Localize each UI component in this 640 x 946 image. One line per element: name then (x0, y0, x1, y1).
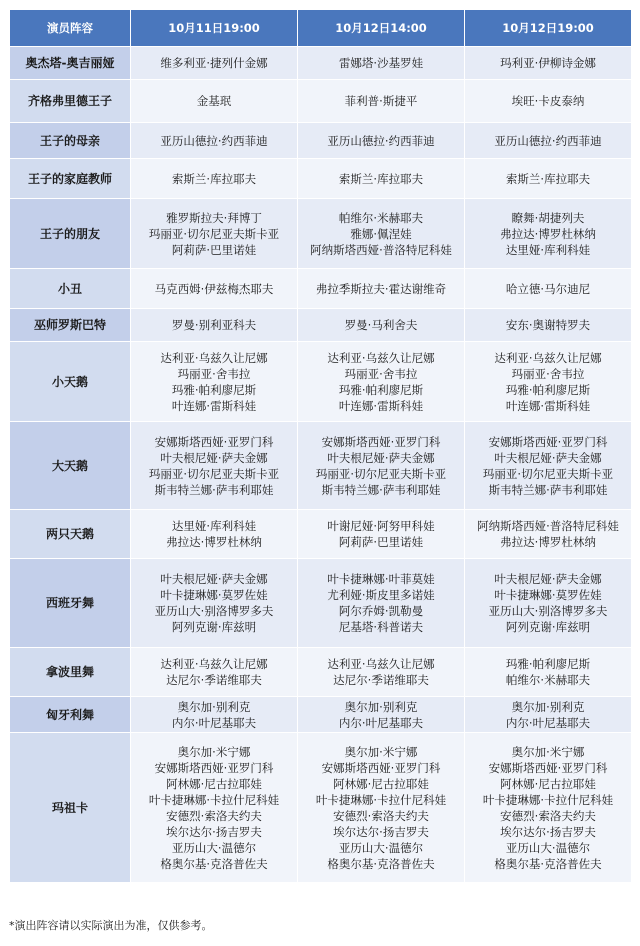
performer-name: 亚历山大·温德尔 (338, 840, 424, 855)
role-cell: 匈牙利舞 (10, 697, 131, 733)
cast-cell (465, 733, 632, 883)
cast-cell (298, 342, 465, 422)
table-row (10, 47, 632, 80)
performer-name: 叶连娜·雷斯科娃 (171, 398, 257, 413)
performer-name: 索斯兰·库拉耶夫 (505, 171, 591, 186)
performer-name: 金基珉 (196, 94, 232, 108)
cast-cell (131, 510, 298, 559)
performer-name: 安德烈·索洛夫约夫 (333, 808, 429, 823)
performer-name: 阿莉萨·巴里诺娃 (338, 535, 424, 549)
performer-name: 达里娅·库利科娃 (171, 519, 257, 533)
cast-cell (131, 309, 298, 342)
performer-name: 格奥尔基·克洛普佐夫 (494, 856, 602, 871)
performer-name: 达利亚·乌兹久让尼娜 (327, 657, 435, 671)
cast-cell (298, 309, 465, 342)
performer-name: 叶夫根尼娅·萨夫金娜 (327, 450, 435, 465)
role-cell: 小天鹅 (10, 342, 131, 422)
performer-name: 玛丽亚·切尔尼亚夫斯卡亚 (315, 466, 447, 481)
performer-name: 安娜斯塔西娅·亚罗门科 (321, 434, 441, 449)
performer-name: 索斯兰·库拉耶夫 (171, 171, 257, 186)
performer-name: 达利亚·乌兹久让尼娜 (160, 350, 268, 365)
cast-cell (465, 510, 632, 559)
performer-name: 阿纳斯塔西娅·普洛特尼科娃 (310, 242, 452, 257)
performer-name: 内尔·叶尼基耶夫 (171, 715, 257, 730)
cast-cell (131, 342, 298, 422)
table-row (10, 422, 632, 510)
performer-name: 玛丽亚·切尔尼亚夫斯卡亚 (148, 226, 280, 241)
performer-name: 奥尔加·米宁娜 (511, 744, 585, 759)
performer-name: 叶卡捷琳娜·莫罗佐娃 (160, 588, 268, 602)
performer-name: 叶卡捷琳娜·卡拉什尼科娃 (482, 792, 614, 807)
header-cell-date-3: 10月12日19:00 (465, 10, 632, 47)
table-header (10, 10, 632, 47)
performer-name: 叶夫根尼娅·萨夫金娜 (494, 572, 602, 586)
cast-cell (465, 123, 632, 159)
performer-name: 安德烈·索洛夫约夫 (166, 808, 262, 823)
role-cell: 西班牙舞 (10, 559, 131, 648)
role-cell: 大天鹅 (10, 422, 131, 510)
cast-cell (465, 309, 632, 342)
performer-name: 奥尔加·米宁娜 (177, 744, 251, 759)
performer-name: 亚历山大·别洛博罗多夫 (154, 604, 274, 618)
performer-name: 阿列克谢·库兹明 (171, 620, 257, 634)
performer-name: 尤利娅·斯皮里多诺娃 (327, 588, 435, 602)
performer-name: 阿林娜·尼古拉耶娃 (500, 776, 596, 791)
performer-name: 达里娅·库利科娃 (505, 242, 591, 257)
performer-name: 罗曼·别利亚科夫 (171, 318, 257, 332)
cast-cell (298, 510, 465, 559)
cast-cell (131, 47, 298, 80)
role-cell: 拿波里舞 (10, 648, 131, 697)
cast-cell (298, 199, 465, 269)
performer-name: 叶夫根尼娅·萨夫金娜 (160, 572, 268, 586)
performer-name: 安娜斯塔西娅·亚罗门科 (321, 760, 441, 775)
role-cell: 两只天鹅 (10, 510, 131, 559)
performer-name: 安娜斯塔西娅·亚罗门科 (488, 760, 608, 775)
role-cell: 巫师罗斯巴特 (10, 309, 131, 342)
table-row (10, 199, 632, 269)
performer-name: 雅罗斯拉夫·拜博丁 (166, 210, 262, 225)
cast-cell (298, 648, 465, 697)
cast-cell (131, 648, 298, 697)
cast-cell (465, 47, 632, 80)
performer-name: 亚历山大·别洛博罗多夫 (488, 604, 608, 618)
footnote: *演出阵容请以实际演出为准，仅供参考。 (9, 919, 213, 932)
performer-name: 埃尔达尔·扬吉罗夫 (500, 824, 596, 839)
cast-cell (298, 269, 465, 309)
cast-cell (131, 733, 298, 883)
header-cell-cast: 演员阵容 (10, 10, 131, 47)
performer-name: 尼基塔·科普诺夫 (338, 620, 424, 634)
cast-cell (298, 422, 465, 510)
cast-cell (465, 559, 632, 648)
cast-cell (465, 159, 632, 199)
performer-name: 亚历山德拉·约西菲迪 (494, 133, 602, 148)
cast-cell (131, 422, 298, 510)
performer-name: 亚历山德拉·约西菲迪 (327, 133, 435, 148)
cast-cell (465, 648, 632, 697)
role-cell: 奥杰塔-奥吉丽娅 (10, 47, 131, 80)
performer-name: 菲利普·斯捷平 (344, 94, 418, 108)
cast-cell (298, 559, 465, 648)
table-row (10, 697, 632, 733)
role-cell: 王子的朋友 (10, 199, 131, 269)
performer-name: 玛丽亚·舍韦拉 (344, 366, 418, 381)
table-body (10, 47, 632, 883)
performer-name: 玛丽亚·舍韦拉 (511, 366, 585, 381)
performer-name: 阿尔乔姆·凯勒曼 (338, 604, 424, 618)
performer-name: 斯韦特兰娜·萨韦利耶娃 (488, 482, 608, 497)
role-cell: 王子的家庭教师 (10, 159, 131, 199)
performer-name: 埃尔达尔·扬吉罗夫 (333, 824, 429, 839)
performer-name: 玛雅·帕利廖尼斯 (505, 657, 591, 671)
cast-cell (298, 159, 465, 199)
table-row (10, 159, 632, 199)
cast-cell (131, 80, 298, 123)
performer-name: 安娜斯塔西娅·亚罗门科 (154, 434, 274, 449)
cast-cell (298, 123, 465, 159)
performer-name: 玛利亚·伊柳诗金娜 (500, 56, 596, 70)
cast-cell (465, 342, 632, 422)
performer-name: 安德烈·索洛夫约夫 (500, 808, 596, 823)
cast-cell (131, 269, 298, 309)
table-row (10, 80, 632, 123)
performer-name: 弗拉达·博罗杜林纳 (166, 535, 262, 549)
role-cell: 齐格弗里德王子 (10, 80, 131, 123)
performer-name: 帕维尔·米赫耶夫 (505, 673, 591, 687)
performer-name: 阿林娜·尼古拉耶娃 (333, 776, 429, 791)
cast-cell (298, 733, 465, 883)
table-row (10, 648, 632, 697)
performer-name: 帕维尔·米赫耶夫 (338, 210, 424, 225)
cast-cell (465, 269, 632, 309)
performer-name: 奥尔加·别利克 (344, 699, 418, 714)
table-row (10, 123, 632, 159)
performer-name: 埃旺·卡皮泰纳 (511, 94, 585, 108)
performer-name: 玛丽亚·切尔尼亚夫斯卡亚 (482, 466, 614, 481)
table-row (10, 733, 632, 883)
cast-cell (131, 559, 298, 648)
performer-name: 内尔·叶尼基耶夫 (505, 715, 591, 730)
performer-name: 达利亚·乌兹久让尼娜 (494, 350, 602, 365)
performer-name: 阿列克谢·库兹明 (505, 620, 591, 634)
performer-name: 叶连娜·雷斯科娃 (505, 398, 591, 413)
role-cell: 玛祖卡 (10, 733, 131, 883)
performer-name: 玛雅·帕利廖尼斯 (171, 382, 257, 397)
performer-name: 叶夫根尼娅·萨夫金娜 (160, 450, 268, 465)
performer-name: 叶卡捷琳娜·卡拉什尼科娃 (315, 792, 447, 807)
performer-name: 安娜斯塔西娅·亚罗门科 (488, 434, 608, 449)
performer-name: 叶连娜·雷斯科娃 (338, 398, 424, 413)
header-cell-date-1: 10月11日19:00 (131, 10, 298, 47)
cast-cell (298, 697, 465, 733)
performer-name: 雅娜·佩涅娃 (350, 226, 412, 241)
performer-name: 玛丽亚·切尔尼亚夫斯卡亚 (148, 466, 280, 481)
performer-name: 叶谢尼娅·阿努甲科娃 (327, 519, 435, 533)
cast-cell (131, 159, 298, 199)
table-row (10, 342, 632, 422)
performer-name: 达尼尔·季诺维耶夫 (333, 673, 429, 687)
cast-cell (131, 697, 298, 733)
performer-name: 玛雅·帕利廖尼斯 (505, 382, 591, 397)
performer-name: 叶卡捷琳娜·莫罗佐娃 (494, 588, 602, 602)
role-cell: 小丑 (10, 269, 131, 309)
performer-name: 哈立德·马尔迪尼 (505, 281, 591, 296)
performer-name: 亚历山大·温德尔 (505, 840, 591, 855)
cast-cell (465, 422, 632, 510)
performer-name: 达尼尔·季诺维耶夫 (166, 673, 262, 687)
performer-name: 阿林娜·尼古拉耶娃 (166, 776, 262, 791)
performer-name: 埃尔达尔·扬吉罗夫 (166, 824, 262, 839)
performer-name: 斯韦特兰娜·萨韦利耶娃 (321, 482, 441, 497)
performer-name: 奥尔加·别利克 (511, 699, 585, 714)
performer-name: 玛丽亚·舍韦拉 (177, 366, 251, 381)
cast-cell (465, 697, 632, 733)
performer-name: 安娜斯塔西娅·亚罗门科 (154, 760, 274, 775)
performer-name: 阿纳斯塔西娅·普洛特尼科娃 (477, 519, 619, 533)
performer-name: 格奥尔基·克洛普佐夫 (327, 856, 435, 871)
performer-name: 达利亚·乌兹久让尼娜 (160, 657, 268, 671)
cast-cell (298, 80, 465, 123)
performer-name: 马克西姆·伊兹梅杰耶夫 (154, 281, 274, 296)
performer-name: 弗拉季斯拉夫·霍达谢维奇 (315, 281, 447, 296)
performer-name: 弗拉达·博罗杜林纳 (500, 535, 596, 549)
performer-name: 叶卡捷琳娜·叶菲莫娃 (327, 572, 435, 586)
performer-name: 索斯兰·库拉耶夫 (338, 171, 424, 186)
performer-name: 阿莉萨·巴里诺娃 (171, 242, 257, 257)
performer-name: 玛雅·帕利廖尼斯 (338, 382, 424, 397)
cast-table (9, 9, 632, 883)
performer-name: 内尔·叶尼基耶夫 (338, 715, 424, 730)
cast-cell (131, 199, 298, 269)
performer-name: 瞭舞·胡捷列夫 (511, 210, 585, 225)
performer-name: 罗曼·马利舍夫 (344, 318, 418, 332)
table-row (10, 269, 632, 309)
performer-name: 亚历山大·温德尔 (171, 840, 257, 855)
performer-name: 叶卡捷琳娜·卡拉什尼科娃 (148, 792, 280, 807)
performer-name: 亚历山德拉·约西菲迪 (160, 133, 268, 148)
performer-name: 维多利亚·捷列什金娜 (160, 56, 268, 70)
performer-name: 奥尔加·别利克 (177, 699, 251, 714)
performer-name: 安东·奥谢特罗夫 (505, 318, 591, 332)
performer-name: 雷娜塔·沙基罗娃 (338, 56, 424, 70)
role-cell: 王子的母亲 (10, 123, 131, 159)
table-row (10, 559, 632, 648)
cast-cell (131, 123, 298, 159)
table-row (10, 510, 632, 559)
cast-cell (298, 47, 465, 80)
performer-name: 奥尔加·米宁娜 (344, 744, 418, 759)
performer-name: 叶夫根尼娅·萨夫金娜 (494, 450, 602, 465)
performer-name: 格奥尔基·克洛普佐夫 (160, 856, 268, 871)
performer-name: 斯韦特兰娜·萨韦利耶娃 (154, 482, 274, 497)
header-cell-date-2: 10月12日14:00 (298, 10, 465, 47)
performer-name: 弗拉达·博罗杜林纳 (500, 226, 596, 241)
performer-name: 达利亚·乌兹久让尼娜 (327, 350, 435, 365)
cast-cell (465, 80, 632, 123)
header-row (10, 10, 632, 47)
cast-cell (465, 199, 632, 269)
table-row (10, 309, 632, 342)
